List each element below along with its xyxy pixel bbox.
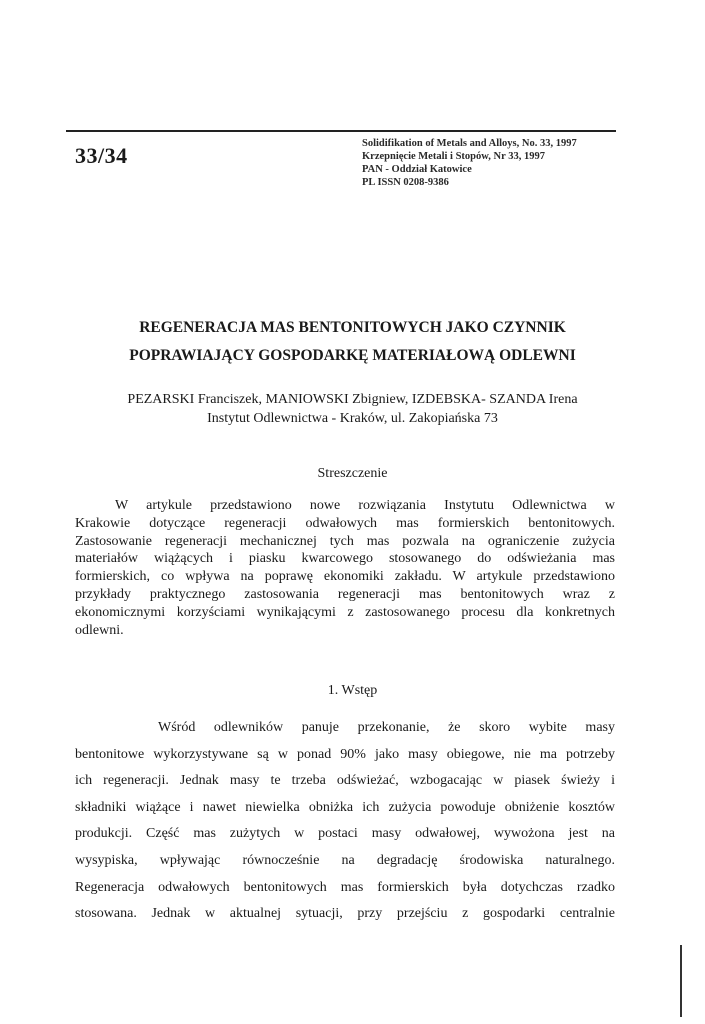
abstract-heading: Streszczenie [317,466,388,481]
abstract-line: odlewni. [75,622,124,638]
section-body [75,715,615,928]
journal-line: PL ISSN 0208-9386 [362,177,449,188]
journal-line: PAN - Oddział Katowice [362,164,472,175]
abstract-line: Zastosowanie regeneracji mechanicznej tych mas pozwala na ograniczenie zużycia [75,533,615,549]
body-line: stosowana. Jednak w aktualnej sytuacji, przy przejściu z gospodarki centralnie [75,906,615,922]
margin-mark [680,945,682,1017]
abstract-line: przykłady praktycznego zastosowania regeneracji mas bentonitowych wraz z [75,586,615,602]
section-heading: 1. Wstęp [327,683,378,698]
author-block [60,390,645,428]
title-line: POPRAWIAJĄCY GOSPODARKĘ MATERIAŁOWĄ ODLEWNI [129,347,576,364]
journal-line: Krzepnięcie Metali i Stopów, Nr 33, 1997 [362,151,545,162]
abstract-line: Krakowie dotyczące regeneracji odwałowych mas formierskich bentonitowych. [75,515,615,531]
abstract-line: materiałów wiążących i piasku kwarcowego stosowanego do odświeżania mas [75,551,615,567]
header-rule [66,130,616,132]
abstract-line: W artykule przedstawiono nowe rozwiązania Instytutu Odlewnictwa w [115,498,615,513]
body-line: Wśród odlewników panuje przekonanie, że skoro wybite masy [158,720,615,735]
body-line: ich regeneracji. Jednak masy te trzeba odświeżać, wzbogacając w piasek świeży i [75,773,615,789]
article-title [60,314,645,370]
body-line: Regeneracja odwałowych bentonitowych mas formierskich była dotychczas rzadko [75,879,615,895]
abstract-line: ekonomicznymi korzyściami wynikającymi z zastosowanego procesu dla konkretnych [75,604,615,620]
body-line: produkcji. Część mas zużytych w postaci masy odwałowej, wywożona jest na [75,826,615,842]
journal-info [362,137,622,189]
authors: PEZARSKI Franciszek, MANIOWSKI Zbigniew, IZDEBSKA- SZANDA Irena [127,392,578,407]
body-line: wysypiska, wpływając równocześnie na degradację środowiska naturalnego. [75,852,615,868]
page-number: 33/34 [75,143,128,168]
abstract-body [75,497,615,639]
journal-line: Solidifikation of Metals and Alloys, No. 33, 1997 [362,138,577,149]
body-line: składniki wiążące i nawet niewielka obniżka ich zużycia powoduje obniżenie kosztów [75,799,615,815]
title-line: REGENERACJA MAS BENTONITOWYCH JAKO CZYNNIK [139,319,566,336]
affiliation: Instytut Odlewnictwa - Kraków, ul. Zakopiańska 73 [207,411,498,426]
abstract-line: formierskich, co wpływa na poprawę ekonomiki zakładu. W artykule przedstawiono [75,569,615,585]
body-line: bentonitowe wykorzystywane są w ponad 90% jako masy obiegowe, nie ma potrzeby [75,746,615,762]
